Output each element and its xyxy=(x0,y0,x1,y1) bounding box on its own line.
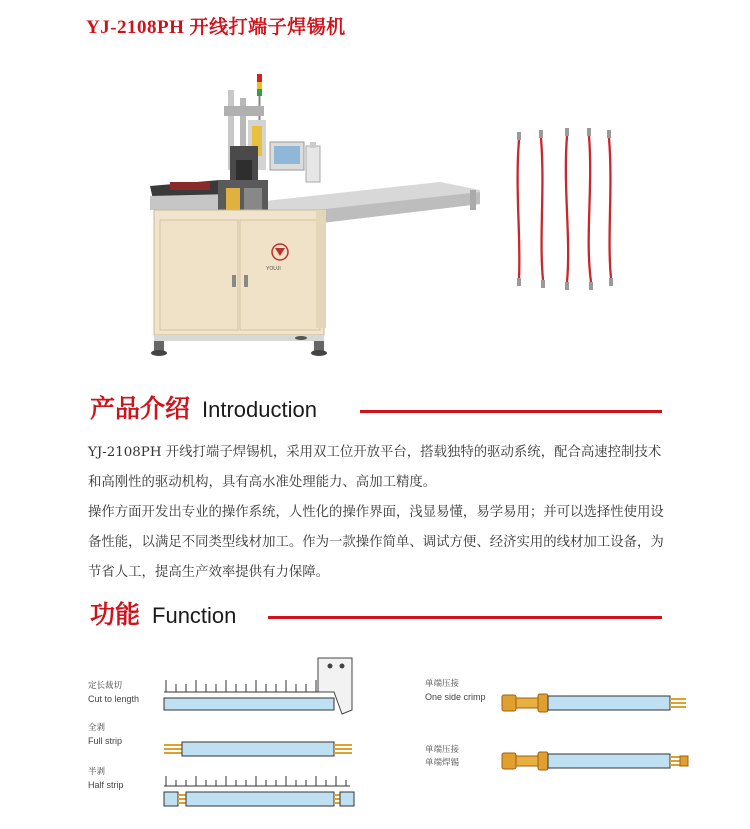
intro-text xyxy=(88,438,666,588)
fn-label-cut: 定长裁切 Cut to length xyxy=(88,681,140,704)
fn-label-half-strip: 半剥 Half strip xyxy=(88,767,124,790)
intro-paragraph-1: YJ-2108PH 开线打端子焊锡机，采用双工位开放平台，搭载独特的驱动系统，配合高速控制技术和高刚性的驱动机构，具有高水准处理能力、高加工精度。 xyxy=(88,445,662,490)
ruler-ticks xyxy=(166,680,326,692)
function-heading-zh: 功能 xyxy=(90,600,141,629)
wire-cut-to-length xyxy=(164,698,334,710)
fn-label-crimp-solder: 单端压接 单端焊锡 xyxy=(425,745,460,768)
machine-illustration xyxy=(140,70,485,360)
function-diagrams xyxy=(0,640,750,829)
wire-half-strip xyxy=(164,792,354,806)
sample-wires-illustration xyxy=(505,128,635,298)
function-heading-rule xyxy=(268,616,662,619)
wire-one-side-crimp xyxy=(502,694,686,712)
intro-heading xyxy=(90,396,317,421)
function-diagram-graphics xyxy=(0,640,750,829)
machine-logo-text: YOUJI xyxy=(266,266,281,272)
intro-heading-rule xyxy=(360,410,662,413)
intro-paragraph-2: 操作方面开发出专业的操作系统，人性化的操作界面，浅显易懂，易学易用；并可以选择性使用设备性能，以满足不同类型线材加工。作为一款操作简单、调试方便、经济实用的线材加工设备，为节省人工，提高生产效率提供有力保障。 xyxy=(88,505,664,580)
intro-heading-zh: 产品介绍 xyxy=(90,394,191,423)
wire-crimp-solder xyxy=(502,752,688,770)
function-heading xyxy=(90,602,236,627)
wire-full-strip xyxy=(164,742,352,756)
page-title: YJ-2108PH 开线打端子焊锡机 xyxy=(86,17,346,38)
intro-heading-en: Introduction xyxy=(202,397,317,422)
fn-label-full-strip: 全剥 Full strip xyxy=(88,723,123,746)
fn-label-one-side-crimp: 单端压接 One side crimp xyxy=(425,679,486,702)
function-heading-en: Function xyxy=(152,603,237,628)
